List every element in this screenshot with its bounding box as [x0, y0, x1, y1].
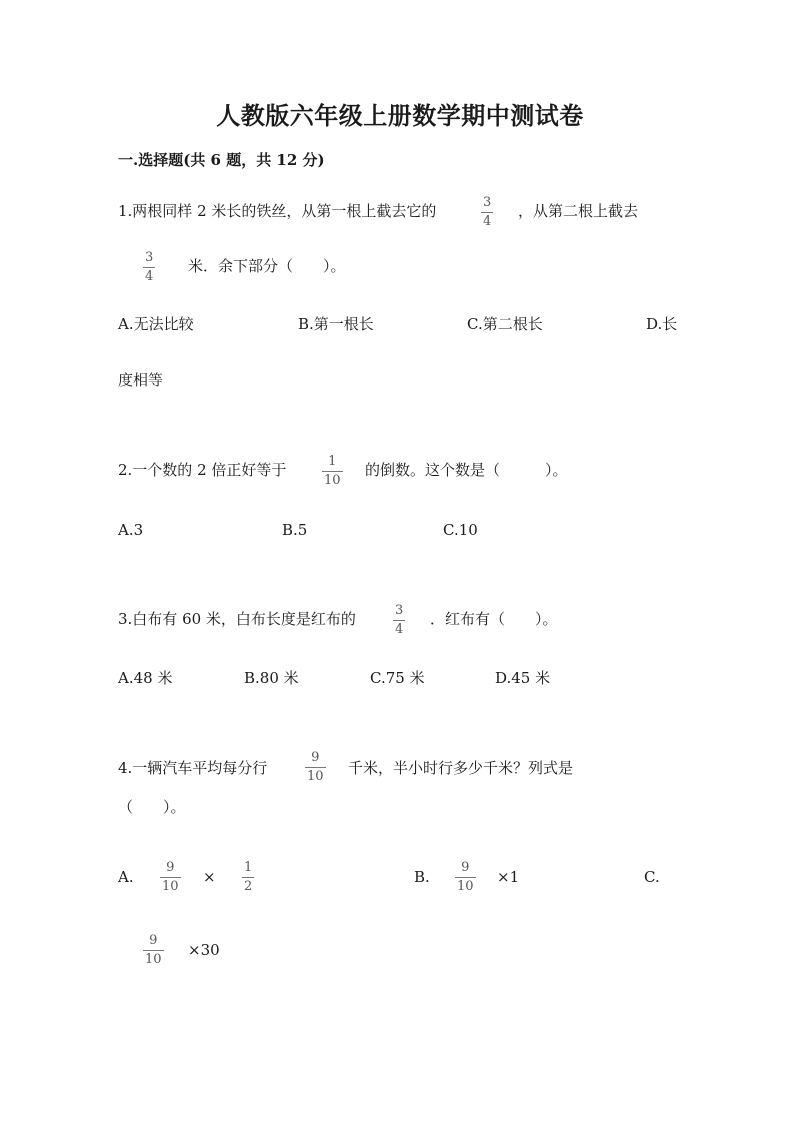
q4-stem-part3: （ ）。 — [118, 798, 186, 816]
denominator: 4 — [395, 622, 404, 637]
numerator: 9 — [461, 860, 470, 875]
q4-option-b-label: B. — [414, 868, 430, 886]
q2-stem-part1: 2.一个数的 2 倍正好等于 — [118, 461, 287, 479]
denominator: 10 — [324, 473, 341, 488]
q4-option-a-fraction-1 — [160, 861, 181, 894]
q2-stem-part2: 的倒数。这个数是（ ）。 — [365, 461, 568, 479]
q2-option-b: B.5 — [282, 521, 308, 539]
numerator: 9 — [149, 933, 158, 948]
q1-option-c: C.第二根长 — [467, 315, 543, 333]
denominator: 10 — [145, 952, 162, 967]
denominator: 2 — [244, 879, 253, 894]
q4-fraction — [305, 751, 326, 784]
denominator: 4 — [145, 269, 154, 284]
q3-option-b: B.80 米 — [244, 669, 299, 687]
denominator: 4 — [483, 214, 492, 229]
q2-option-a: A.3 — [118, 521, 144, 539]
q1-stem-part2: ，从第二根上截去 — [518, 202, 639, 220]
q3-stem-part1: 3.白布有 60 米，白布长度是红布的 — [118, 610, 356, 628]
q3-fraction — [393, 604, 405, 637]
q1-stem-part1: 1.两根同样 2 米长的铁丝，从第一根上截去它的 — [118, 202, 437, 220]
q2-option-c: C.10 — [443, 521, 478, 539]
q3-option-d: D.45 米 — [495, 669, 551, 687]
q3-option-c: C.75 米 — [370, 669, 425, 687]
q1-option-d-continued: 度相等 — [118, 371, 164, 389]
numerator: 3 — [395, 603, 404, 618]
q3-option-a: A.48 米 — [118, 669, 173, 687]
q1-option-a: A.无法比较 — [118, 315, 194, 333]
q1-option-d: D.长 — [646, 315, 678, 333]
q4-option-b-fraction — [455, 861, 476, 894]
denominator: 10 — [162, 879, 179, 894]
q3-stem-part2: ．红布有（ ）。 — [430, 610, 558, 628]
q4-stem-part1: 4.一辆汽车平均每分行 — [118, 759, 268, 777]
q4-option-a-label: A. — [118, 868, 134, 886]
q1-fraction-2 — [143, 251, 155, 284]
numerator: 9 — [166, 860, 175, 875]
numerator: 9 — [311, 750, 320, 765]
q4-option-a-fraction-2 — [242, 861, 254, 894]
numerator: 3 — [483, 195, 492, 210]
q1-option-b: B.第一根长 — [298, 315, 374, 333]
page-title: 人教版六年级上册数学期中测试卷 — [216, 101, 584, 130]
q1-stem-part3: 米．余下部分（ ）。 — [188, 257, 346, 275]
numerator: 1 — [244, 860, 253, 875]
numerator: 1 — [328, 454, 337, 469]
q1-fraction-1 — [481, 196, 493, 229]
q4-stem-part2: 千米，半小时行多少千米？列式是 — [348, 759, 574, 777]
q4-option-c-tail: ×30 — [188, 941, 220, 959]
numerator: 3 — [145, 250, 154, 265]
q4-option-a-operator: × — [203, 868, 216, 886]
q4-option-b-tail: ×1 — [497, 868, 520, 886]
q4-option-c-fraction — [143, 934, 164, 967]
denominator: 10 — [457, 879, 474, 894]
denominator: 10 — [307, 769, 324, 784]
section-heading: 一.选择题(共 6 题，共 12 分) — [118, 151, 325, 169]
q4-option-c-label: C. — [644, 868, 660, 886]
q2-fraction — [322, 455, 343, 488]
